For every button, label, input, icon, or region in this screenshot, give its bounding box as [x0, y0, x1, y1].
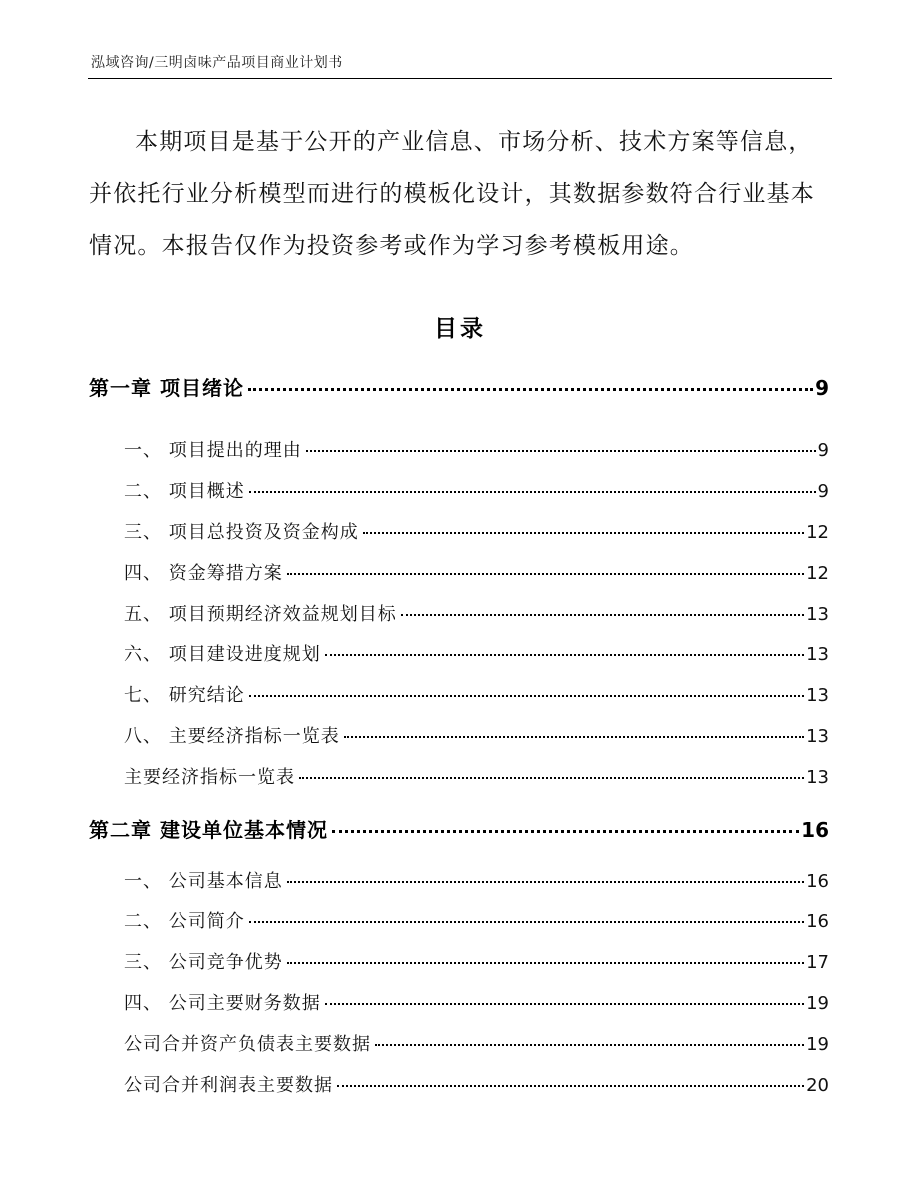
header-rule [88, 78, 832, 79]
toc-dot-leader [306, 450, 816, 452]
toc-item-company-profile[interactable] [124, 907, 829, 933]
toc-item-label: 公司合并资产负债表主要数据 [124, 1034, 371, 1055]
toc-dot-leader [401, 614, 804, 616]
toc-dot-leader [299, 777, 804, 779]
toc-item-financial-data[interactable] [124, 989, 829, 1015]
toc-item-income-statement[interactable] [124, 1071, 829, 1097]
toc-dot-leader [363, 532, 804, 534]
toc-page-number: 13 [806, 644, 829, 665]
toc-dot-leader [337, 1085, 804, 1087]
toc-item-label: 三、 公司竞争优势 [124, 952, 283, 973]
toc-item-label: 四、 公司主要财务数据 [124, 993, 321, 1014]
toc-item-balance-sheet[interactable] [124, 1030, 829, 1056]
toc-chapter-label: 第一章 项目绪论 [89, 376, 244, 400]
toc-item-construction-schedule[interactable] [124, 640, 829, 666]
toc-item-project-overview[interactable] [124, 477, 829, 503]
toc-item-label: 公司合并利润表主要数据 [124, 1075, 333, 1096]
toc-chapter-2[interactable] [89, 814, 829, 843]
toc-page-number: 9 [815, 376, 829, 400]
toc-item-economic-targets[interactable] [124, 600, 829, 626]
toc-item-label: 一、 公司基本信息 [124, 871, 283, 892]
intro-paragraph: 本期项目是基于公开的产业信息、市场分析、技术方案等信息，并依托行业分析模型而进行的模板化设计，其数据参数符合行业基本情况。本报告仅作为投资参考或作为学习参考模板用途。 [89, 129, 815, 259]
toc-dot-leader [287, 881, 804, 883]
toc-page-number: 17 [806, 952, 829, 973]
toc-item-label: 二、 公司简介 [124, 911, 245, 932]
toc-item-key-indicators-table[interactable] [124, 763, 829, 789]
toc-dot-leader [248, 388, 813, 391]
toc-title: 目录 [434, 316, 486, 342]
toc-item-label: 二、 项目概述 [124, 481, 245, 502]
toc-dot-leader [325, 1003, 804, 1005]
toc-item-label: 一、 项目提出的理由 [124, 440, 302, 461]
toc-dot-leader [344, 736, 804, 738]
toc-dot-leader [332, 830, 799, 833]
toc-dot-leader [287, 962, 804, 964]
toc-page-number: 12 [806, 563, 829, 584]
toc-page-number: 13 [806, 604, 829, 625]
toc-item-company-basic-info[interactable] [124, 867, 829, 893]
toc-dot-leader [287, 573, 804, 575]
toc-item-label: 四、 资金筹措方案 [124, 563, 283, 584]
toc-item-competitive-advantage[interactable] [124, 948, 829, 974]
toc-page-number: 13 [806, 767, 829, 788]
toc-item-key-indicators[interactable] [124, 722, 829, 748]
intro-section [89, 116, 834, 272]
running-header: 泓域咨询/三明卤味产品项目商业计划书 [91, 55, 343, 71]
toc-dot-leader [249, 695, 804, 697]
toc-dot-leader [249, 491, 816, 493]
toc-page-number: 16 [801, 818, 829, 842]
toc-chapter-label: 第二章 建设单位基本情况 [89, 818, 328, 842]
toc-page-number: 9 [817, 481, 829, 502]
toc-page-number: 16 [806, 911, 829, 932]
toc-page-number: 9 [817, 440, 829, 461]
toc-item-label: 八、 主要经济指标一览表 [124, 726, 340, 747]
toc-page-number: 19 [806, 1034, 829, 1055]
toc-item-project-reason[interactable] [124, 436, 829, 462]
toc-item-label: 五、 项目预期经济效益规划目标 [124, 604, 397, 625]
toc-page-number: 13 [806, 726, 829, 747]
toc-item-label: 七、 研究结论 [124, 685, 245, 706]
toc-chapter-1[interactable] [89, 372, 829, 401]
toc-item-research-conclusion[interactable] [124, 681, 829, 707]
toc-page-number: 16 [806, 871, 829, 892]
toc-dot-leader [249, 921, 804, 923]
toc-item-label: 三、 项目总投资及资金构成 [124, 522, 359, 543]
toc-page-number: 12 [806, 522, 829, 543]
toc-item-label: 主要经济指标一览表 [124, 767, 295, 788]
toc-item-total-investment[interactable] [124, 518, 829, 544]
toc-dot-leader [325, 654, 804, 656]
toc-dot-leader [375, 1044, 804, 1046]
toc-page-number: 20 [806, 1075, 829, 1096]
toc-page-number: 19 [806, 993, 829, 1014]
toc-page-number: 13 [806, 685, 829, 706]
toc-item-funding-plan[interactable] [124, 559, 829, 585]
toc-item-label: 六、 项目建设进度规划 [124, 644, 321, 665]
